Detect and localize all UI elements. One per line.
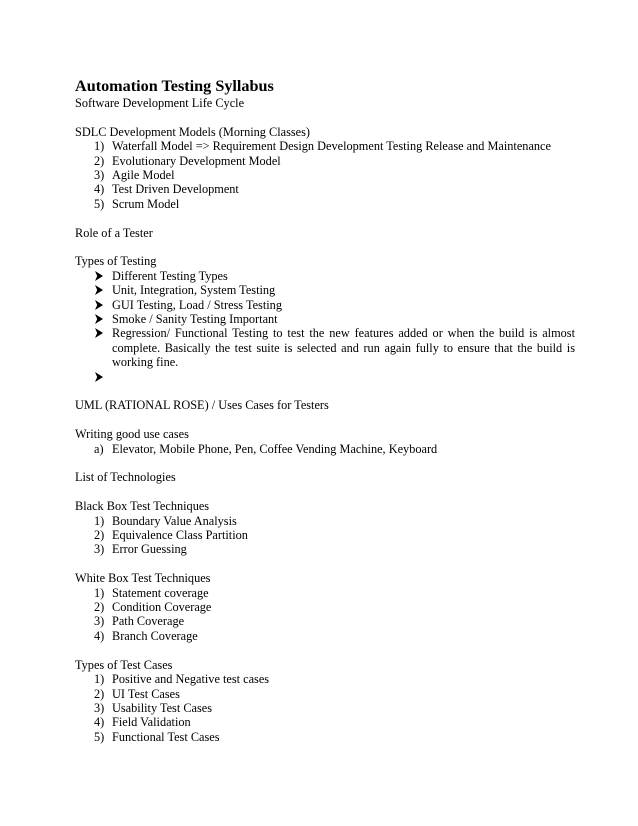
list-item [75, 139, 575, 153]
list-item [75, 614, 575, 628]
section-use-cases [75, 427, 575, 456]
list-item [75, 586, 575, 600]
list-item-empty [75, 370, 575, 384]
numbered-list [75, 672, 575, 744]
list-marker: 1) [94, 139, 105, 154]
list-marker: 2) [94, 528, 105, 543]
arrowhead-bullet-icon [94, 327, 104, 339]
list-item-text: Different Testing Types [112, 268, 228, 283]
document-page [75, 77, 575, 744]
arrowhead-bullet-icon [94, 284, 104, 296]
list-item [75, 168, 575, 182]
numbered-list [75, 514, 575, 557]
list-item-text: Path Coverage [112, 614, 185, 629]
list-item-text: Scrum Model [112, 196, 180, 211]
list-marker: 4) [94, 182, 105, 197]
list-item-text: GUI Testing, Load / Stress Testing [112, 297, 282, 312]
list-item-text: Waterfall Model => Requirement Design Development Testing Release and Maintenance [112, 139, 551, 154]
list-item [75, 197, 575, 211]
list-marker: 3) [94, 168, 105, 183]
list-marker: 2) [94, 686, 105, 701]
list-item-text: Boundary Value Analysis [112, 513, 237, 528]
section-heading: White Box Test Techniques [75, 571, 211, 586]
list-item [75, 269, 575, 283]
list-item [75, 326, 575, 369]
list-item [75, 730, 575, 744]
list-item-text: Elevator, Mobile Phone, Pen, Coffee Vending Machine, Keyboard [112, 441, 438, 456]
lettered-list [75, 442, 575, 456]
document-title: Automation Testing Syllabus [75, 77, 274, 95]
list-item [75, 312, 575, 326]
list-marker: 3) [94, 700, 105, 715]
arrowhead-bullet-icon [94, 313, 104, 325]
list-marker: a) [94, 441, 104, 456]
section-heading: Types of Testing [75, 254, 157, 269]
list-marker: 4) [94, 715, 105, 730]
list-item-text: Positive and Negative test cases [112, 672, 270, 687]
list-item-text: Error Guessing [112, 542, 187, 557]
section-technologies [75, 470, 575, 484]
arrowhead-bullet-icon [94, 270, 104, 282]
section-heading: Black Box Test Techniques [75, 499, 210, 514]
list-item-text: Equivalence Class Partition [112, 528, 248, 543]
section-heading: Role of a Tester [75, 225, 153, 240]
list-item-text: Evolutionary Development Model [112, 153, 281, 168]
list-item-text: Condition Coverage [112, 600, 212, 615]
list-marker: 1) [94, 585, 105, 600]
list-item-text: UI Test Cases [112, 686, 180, 701]
section-uml [75, 398, 575, 412]
section-white-box [75, 571, 575, 643]
list-marker: 5) [94, 729, 105, 744]
list-marker: 4) [94, 628, 105, 643]
list-item-text: Usability Test Cases [112, 700, 213, 715]
arrowhead-bullet-icon [94, 371, 104, 383]
numbered-list [75, 139, 575, 211]
section-heading: List of Technologies [75, 470, 176, 485]
list-item-text: Regression/ Functional Testing to test the new features added or when the build is almost complete. Basically the test suite is selected and run again fully to ensure that the build is working fine. [112, 326, 575, 370]
section-sdlc [75, 125, 575, 211]
list-item [75, 182, 575, 196]
list-item [75, 514, 575, 528]
list-marker: 2) [94, 600, 105, 615]
section-heading: Writing good use cases [75, 427, 189, 442]
list-item [75, 701, 575, 715]
list-item-text: Statement coverage [112, 585, 209, 600]
list-item [75, 542, 575, 556]
bullet-list [75, 269, 575, 384]
list-item [75, 600, 575, 614]
list-marker: 3) [94, 614, 105, 629]
section-black-box [75, 499, 575, 557]
list-item [75, 629, 575, 643]
list-item [75, 672, 575, 686]
list-item-text: Functional Test Cases [112, 729, 220, 744]
numbered-list [75, 586, 575, 644]
list-item [75, 687, 575, 701]
list-item [75, 283, 575, 297]
list-marker: 5) [94, 196, 105, 211]
section-role [75, 226, 575, 240]
section-heading: SDLC Development Models (Morning Classes) [75, 124, 310, 139]
list-item-text: Field Validation [112, 715, 191, 730]
list-marker: 1) [94, 672, 105, 687]
list-item [75, 528, 575, 542]
list-item [75, 715, 575, 729]
list-item [75, 298, 575, 312]
list-item-text: Agile Model [112, 168, 175, 183]
list-item-text: Smoke / Sanity Testing Important [112, 312, 278, 327]
list-item [75, 442, 575, 456]
list-item [75, 154, 575, 168]
list-marker: 1) [94, 513, 105, 528]
section-heading: Types of Test Cases [75, 657, 173, 672]
list-item-text: Unit, Integration, System Testing [112, 283, 276, 298]
list-marker: 3) [94, 542, 105, 557]
list-item-text: Test Driven Development [112, 182, 239, 197]
section-types-of-testing [75, 254, 575, 384]
list-item-text: Branch Coverage [112, 628, 198, 643]
list-marker: 2) [94, 153, 105, 168]
section-heading: UML (RATIONAL ROSE) / Uses Cases for Testers [75, 398, 329, 413]
section-test-cases [75, 658, 575, 744]
document-subtitle: Software Development Life Cycle [75, 96, 245, 110]
arrowhead-bullet-icon [94, 299, 104, 311]
